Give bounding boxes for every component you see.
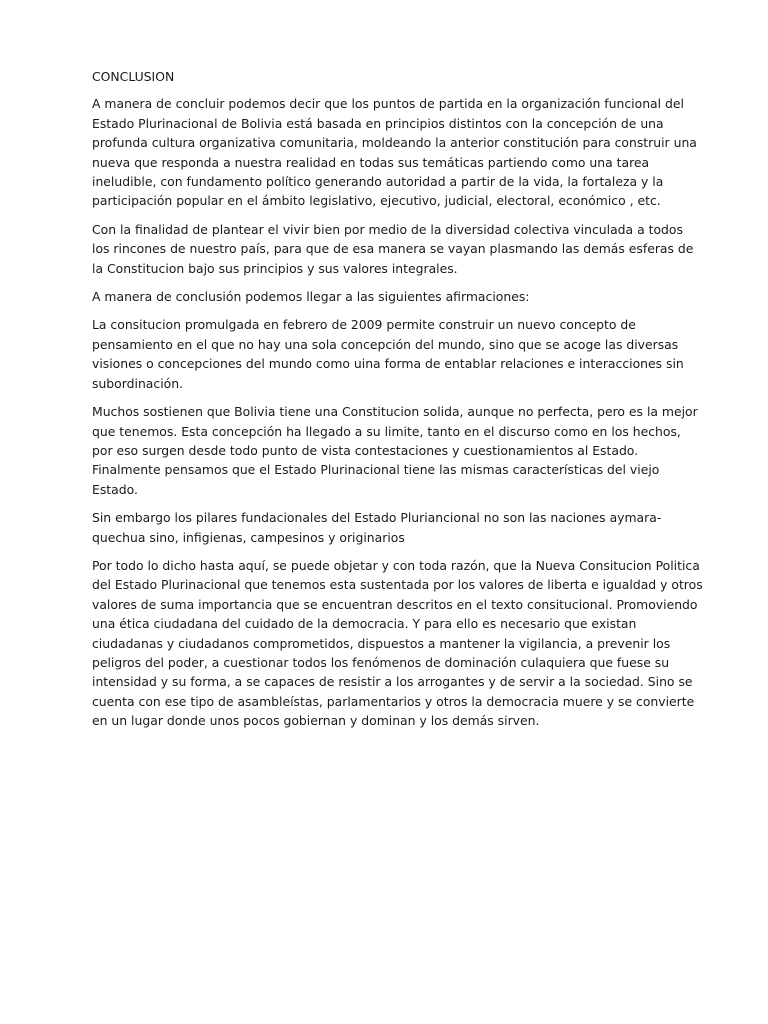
paragraph-afirmaciones: A manera de conclusión podemos llegar a las siguientes afirmaciones: — [92, 289, 530, 305]
paragraph-pilares-fundacionales: Sin embargo los pilares fundacionales del Estado Pluriancional no son las naciones aymara-quechua sino, infigienas, campesinos y originarios — [92, 510, 662, 545]
document-page — [92, 67, 704, 740]
paragraph-constitucion-2009: La consitucion promulgada en febrero de 2009 permite construir un nuevo concepto de pensamiento en el que no hay una sola concepción del mundo, sino que se acoge las diversas visiones o concepciones del mundo como uina forma de entablar relaciones e interacciones sin subordinación. — [92, 317, 684, 391]
document-heading: CONCLUSION — [92, 69, 175, 84]
paragraph-conclusion-final: Por todo lo dicho hasta aquí, se puede objetar y con toda razón, que la Nueva Consitucion Politica del Estado Plurinacional que tenemos esta sustentada por los valores de liberta e igualdad y otros valores de suma importancia que se encuentran descritos en el texto consitucional. Promoviendo una ética ciudadana del cuidado de la democracia. Y para ello es necesario que existan ciudadanas y ciudadanos comprometidos, dispuestos a mantener la vigilancia, a prevenir los peligros del poder, a cuestionar todos los fenómenos de dominación culaquiera que fuese su intensidad y su forma, a se capaces de resistir a los arrogantes y de servir a la sociedad. Sino se cuenta con ese tipo de asambleístas, parlamentarios y otros la democracia muere y se convierte en un lugar donde unos pocos gobiernan y dominan y los demás sirven. — [92, 557, 703, 729]
paragraph-vivir-bien: Con la finalidad de plantear el vivir bien por medio de la diversidad colectiva vinculada a todos los rincones de nuestro país, para que de esa manera se vayan plasmando las demás esferas de la Constitucion bajo sus principios y sus valores integrales. — [92, 221, 694, 276]
paragraph-intro: A manera de concluir podemos decir que los puntos de partida en la organización funcional del Estado Plurinacional de Bolivia está basada en principios distintos con la concepción de una profunda cultura organizativa comunitaria, moldeando la anterior constitución para construir una nueva que responda a nuestra realidad en todas sus temáticas partiendo como una tarea ineludible, con fundamento político generando autoridad a partir de la vida, la fortaleza y la participación popular en el ámbito legislativo, ejecutivo, judicial, electoral, económico , etc. — [92, 96, 697, 209]
paragraph-constitucion-solida: Muchos sostienen que Bolivia tiene una Constitucion solida, aunque no perfecta, pero es la mejor que tenemos. Esta concepción ha llegado a su limite, tanto en el discurso como en los hechos, por eso surgen desde todo punto de vista contestaciones y cuestionamientos al Estado. Finalmente pensamos que el Estado Plurinacional tiene las mismas características del viejo Estado. — [92, 404, 698, 497]
